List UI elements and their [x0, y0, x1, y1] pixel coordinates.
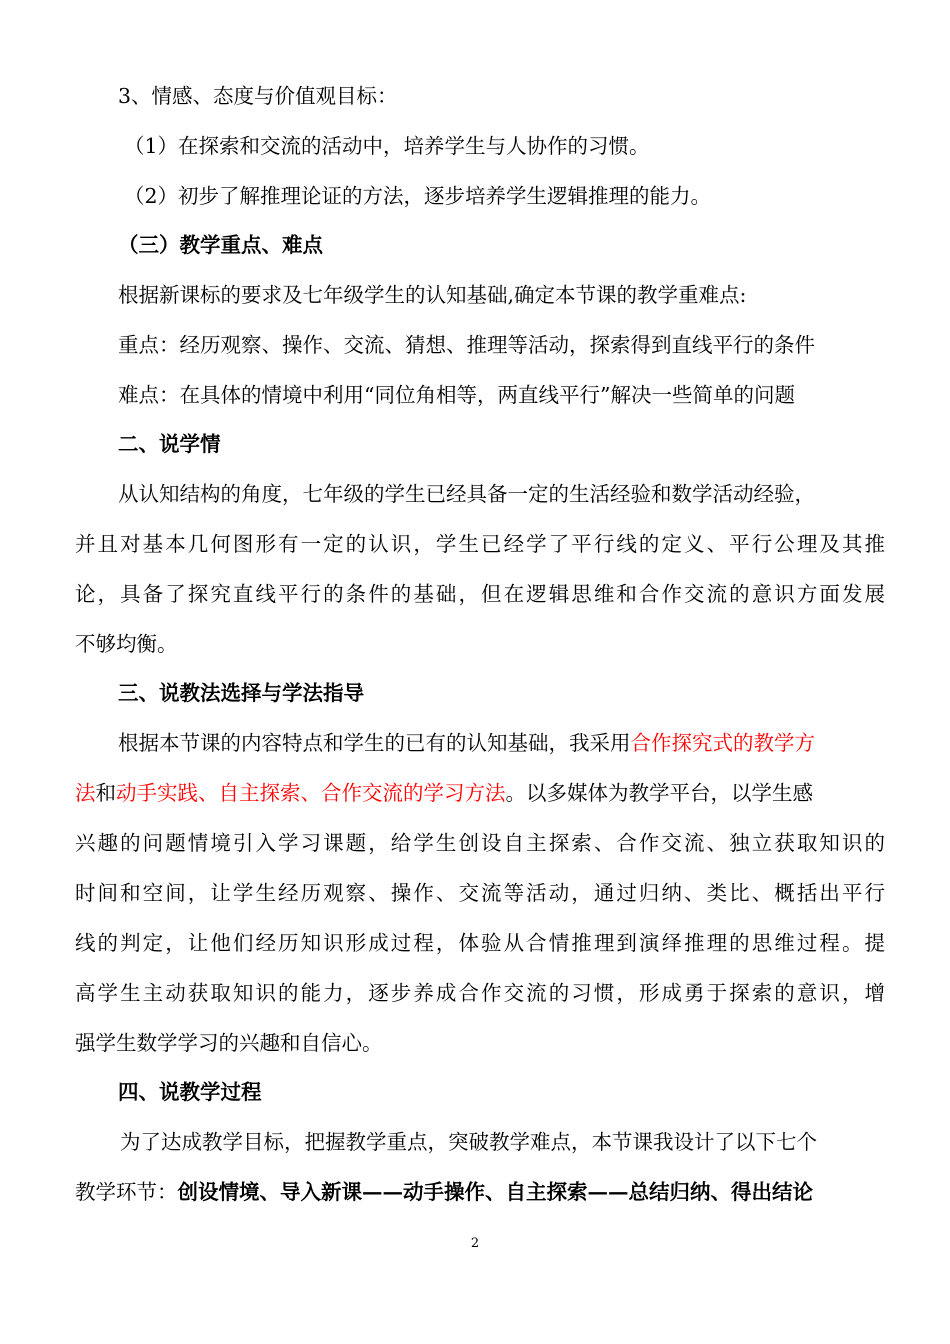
- highlighted-text: 动手实践、自主探索、合作交流的学习方法: [116, 781, 506, 805]
- difficulty-line: 难点：在具体的情境中利用“同位角相等，两直线平行”解决一些简单的问题: [118, 383, 795, 407]
- section-heading-key-points: （三）教学重点、难点: [118, 233, 323, 257]
- text-run: 根据本节课的内容特点和学生的已有的认知基础，我采用: [118, 731, 631, 755]
- paragraph-line: 不够均衡。: [75, 632, 178, 656]
- paragraph-line: 从认知结构的角度，七年级的学生已经具备一定的生活经验和数学活动经验，: [118, 482, 815, 506]
- key-point-line: 重点：经历观察、操作、交流、猜想、推理等活动，探索得到直线平行的条件: [118, 333, 815, 357]
- section-heading-student-analysis: 二、说学情: [118, 432, 221, 456]
- highlighted-text: 法: [75, 781, 96, 805]
- highlighted-text: 合作探究式的教学方: [630, 731, 815, 755]
- text-run: 和: [95, 781, 116, 805]
- page-number: 2: [470, 1236, 480, 1251]
- goal-item-1: （1）在探索和交流的活动中，培养学生与人协作的习惯。: [124, 134, 650, 158]
- paragraph-line: 时间和空间，让学生经历观察、操作、交流等活动，通过归纳、类比、概括出平行: [75, 881, 885, 905]
- paragraph-line: 根据新课标的要求及七年级学生的认知基础,确定本节课的教学重难点:: [118, 283, 747, 307]
- paragraph-line-mixed: [75, 778, 885, 808]
- text-run: 教学环节：: [75, 1180, 178, 1204]
- paragraph-line: 兴趣的问题情境引入学习课题，给学生创设自主探索、合作交流、独立获取知识的: [75, 831, 885, 855]
- paragraph-line: 高学生主动获取知识的能力，逐步养成合作交流的习惯，形成勇于探索的意识，增: [75, 981, 885, 1005]
- bold-text: 创设情境、导入新课——动手操作、自主探索——总结归纳、得出结论: [177, 1180, 813, 1204]
- goal-item-2: （2）初步了解推理论证的方法，逐步培养学生逻辑推理的能力。: [124, 184, 712, 208]
- section-heading-teaching-method: 三、说教法选择与学法指导: [118, 681, 364, 705]
- paragraph-line: 论，具备了探究直线平行的条件的基础，但在逻辑思维和合作交流的意识方面发展: [75, 582, 885, 606]
- text-run: 。以多媒体为教学平台，以学生感: [505, 781, 813, 805]
- paragraph-line: 并且对基本几何图形有一定的认识，学生已经学了平行线的定义、平行公理及其推: [75, 532, 885, 556]
- paragraph-line-mixed: [75, 1177, 885, 1207]
- paragraph-line: 强学生数学学习的兴趣和自信心。: [75, 1031, 383, 1055]
- paragraph-line-mixed: [118, 728, 928, 758]
- section-heading-teaching-process: 四、说教学过程: [118, 1080, 262, 1104]
- goal-heading: 3、情感、态度与价值观目标：: [118, 84, 398, 108]
- paragraph-line: 为了达成教学目标，把握教学重点，突破教学难点，本节课我设计了以下七个: [120, 1130, 817, 1154]
- paragraph-line: 线的判定，让他们经历知识形成过程，体验从合情推理到演绎推理的思维过程。提: [75, 931, 885, 955]
